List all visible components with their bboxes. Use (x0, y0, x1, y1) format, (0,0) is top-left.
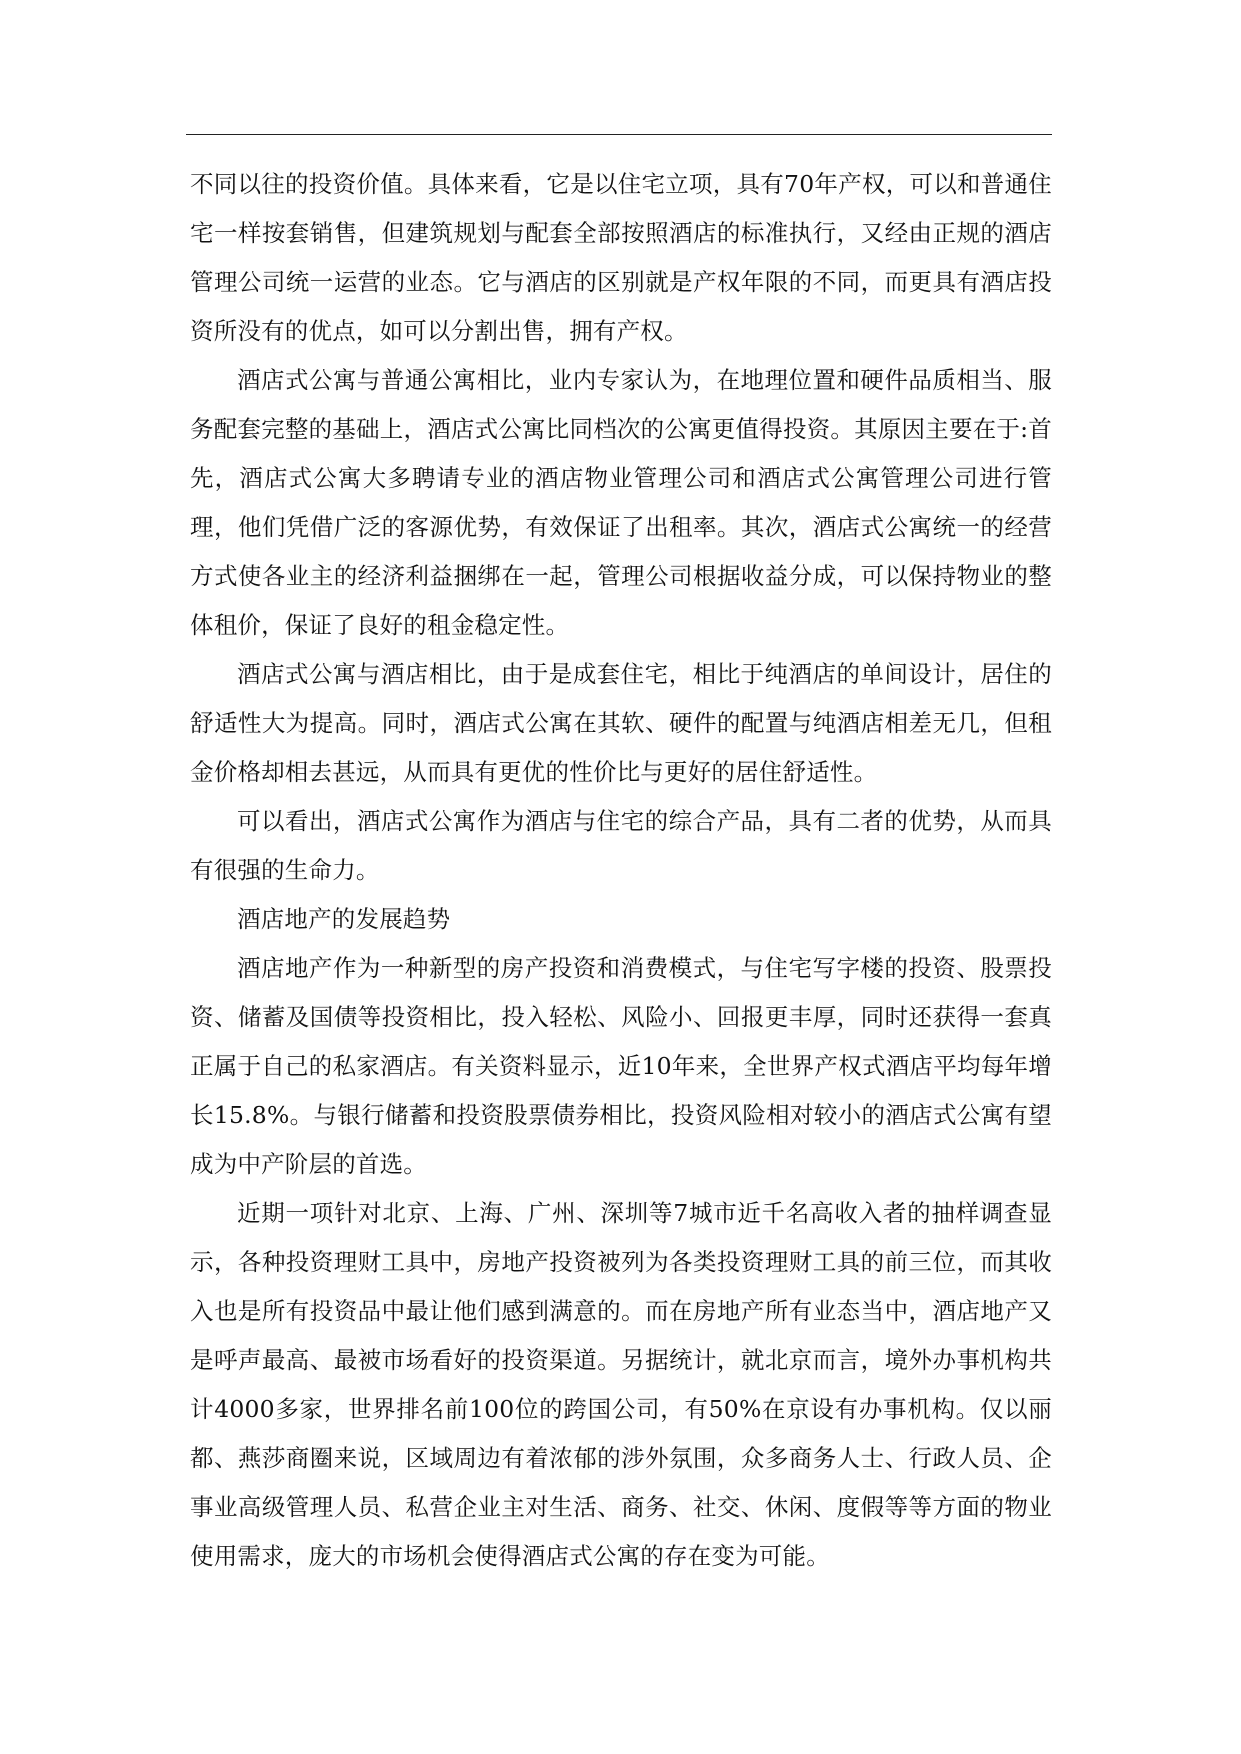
paragraph: 可以看出，酒店式公寓作为酒店与住宅的综合产品，具有二者的优势，从而具有很强的生命力。 (190, 807, 1052, 884)
paragraph: 酒店式公寓与普通公寓相比，业内专家认为，在地理位置和硬件品质相当、服务配套完整的基础上，酒店式公寓比同档次的公寓更值得投资。其原因主要在于:首先，酒店式公寓大多聘请专业的酒店物业管理公司和酒店式公寓管理公司进行管理，他们凭借广泛的客源优势，有效保证了出租率。其次，酒店式公寓统一的经营方式使各业主的经济利益捆绑在一起，管理公司根据收益分成，可以保持物业的整体租价，保证了良好的租金稳定性。 (190, 366, 1052, 639)
section-heading: 酒店地产的发展趋势 (237, 905, 451, 933)
document-body (190, 160, 1052, 1581)
header-rule (186, 134, 1052, 135)
paragraph: 不同以往的投资价值。具体来看，它是以住宅立项，具有70年产权，可以和普通住宅一样按套销售，但建筑规划与配套全部按照酒店的标准执行，又经由正规的酒店管理公司统一运营的业态。它与酒店的区别就是产权年限的不同，而更具有酒店投资所没有的优点，如可以分割出售，拥有产权。 (190, 170, 1052, 345)
paragraph: 酒店地产作为一种新型的房产投资和消费模式，与住宅写字楼的投资、股票投资、储蓄及国债等投资相比，投入轻松、风险小、回报更丰厚，同时还获得一套真正属于自己的私家酒店。有关资料显示，近10年来，全世界产权式酒店平均每年增长15.8%。与银行储蓄和投资股票债券相比，投资风险相对较小的酒店式公寓有望成为中产阶层的首选。 (190, 954, 1052, 1178)
paragraph: 酒店式公寓与酒店相比，由于是成套住宅，相比于纯酒店的单间设计，居住的舒适性大为提高。同时，酒店式公寓在其软、硬件的配置与纯酒店相差无几，但租金价格却相去甚远，从而具有更优的性价比与更好的居住舒适性。 (190, 660, 1052, 786)
paragraph: 近期一项针对北京、上海、广州、深圳等7城市近千名高收入者的抽样调查显示，各种投资理财工具中，房地产投资被列为各类投资理财工具的前三位，而其收入也是所有投资品中最让他们感到满意的。而在房地产所有业态当中，酒店地产又是呼声最高、最被市场看好的投资渠道。另据统计，就北京而言，境外办事机构共计4000多家，世界排名前100位的跨国公司，有50%在京设有办事机构。仅以丽都、燕莎商圈来说，区域周边有着浓郁的涉外氛围，众多商务人士、行政人员、企事业高级管理人员、私营企业主对生活、商务、社交、休闲、度假等等方面的物业使用需求，庞大的市场机会使得酒店式公寓的存在变为可能。 (190, 1199, 1052, 1570)
